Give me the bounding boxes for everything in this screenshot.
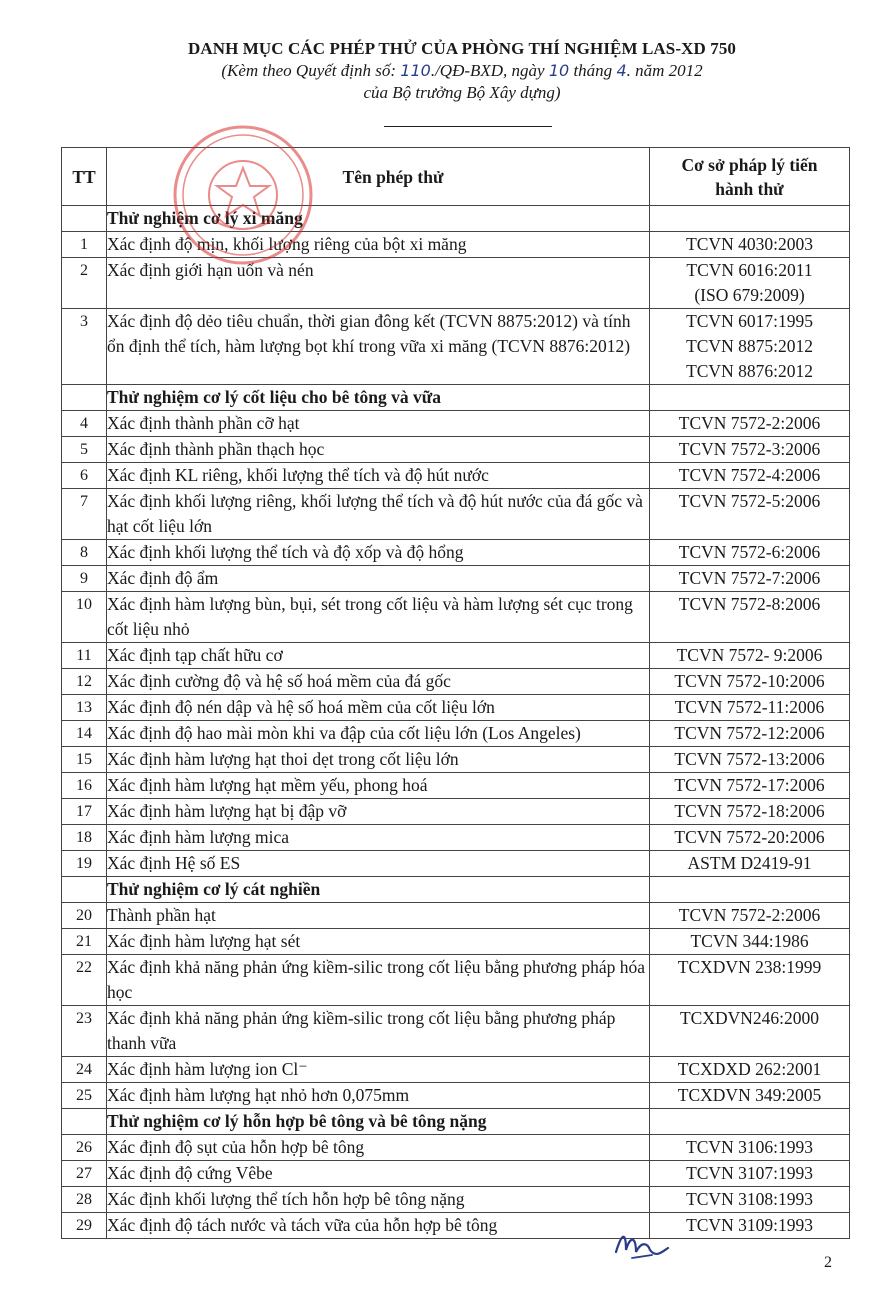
test-name: Xác định khả năng phản ứng kiềm-silic trong cốt liệu bằng phương pháp thanh vữa xyxy=(107,1006,650,1057)
test-name: Xác định độ mịn, khối lượng riêng của bột xi măng xyxy=(107,232,650,258)
legal-basis xyxy=(650,489,850,540)
standard-code: TCVN 7572-3:2006 xyxy=(678,439,821,459)
row-number: 7 xyxy=(62,489,107,540)
test-name: Xác định hàm lượng hạt nhỏ hơn 0,075mm xyxy=(107,1083,650,1109)
legal-basis xyxy=(650,411,850,437)
test-name: Xác định tạp chất hữu cơ xyxy=(107,643,650,669)
test-name: Xác định độ tách nước và tách vữa của hỗn hợp bê tông xyxy=(107,1213,650,1239)
standard-code: (ISO 679:2009) xyxy=(694,285,805,305)
standard-code: TCVN 344:1986 xyxy=(690,931,809,951)
table-row xyxy=(62,643,850,669)
test-name: Xác định độ nén dập và hệ số hoá mềm của cốt liệu lớn xyxy=(107,695,650,721)
legal-basis xyxy=(650,540,850,566)
table-row xyxy=(62,721,850,747)
section-ref-cell xyxy=(650,877,850,903)
standard-code: TCXDXD 262:2001 xyxy=(677,1059,822,1079)
table-row xyxy=(62,1006,850,1057)
legal-basis xyxy=(650,929,850,955)
header-divider xyxy=(384,126,552,127)
header-name: Tên phép thử xyxy=(107,148,650,206)
section-ref-cell xyxy=(650,1109,850,1135)
legal-basis xyxy=(650,1187,850,1213)
decision-suffix: . năm 2012 xyxy=(626,61,703,80)
standard-code: TCVN 6017:1995 xyxy=(686,311,813,331)
test-name: Xác định khối lượng thể tích và độ xốp và độ hổng xyxy=(107,540,650,566)
row-number: 24 xyxy=(62,1057,107,1083)
row-number: 2 xyxy=(62,258,107,309)
legal-basis xyxy=(650,232,850,258)
row-number: 20 xyxy=(62,903,107,929)
row-number: 11 xyxy=(62,643,107,669)
table-row xyxy=(62,747,850,773)
legal-basis xyxy=(650,955,850,1006)
section-title: Thử nghiệm cơ lý cốt liệu cho bê tông và vữa xyxy=(107,385,650,411)
table-row xyxy=(62,1083,850,1109)
row-number: 23 xyxy=(62,1006,107,1057)
standard-code: TCVN 3107:1993 xyxy=(686,1163,813,1183)
handwritten-initials-icon xyxy=(612,1222,672,1262)
standard-code: TCXDVN246:2000 xyxy=(679,1008,820,1028)
standard-code: TCVN 7572-11:2006 xyxy=(674,697,825,717)
section-no-cell xyxy=(62,1109,107,1135)
section-row xyxy=(62,1109,850,1135)
standard-code: TCVN 7572-13:2006 xyxy=(674,749,825,769)
table-row xyxy=(62,437,850,463)
standard-code: TCVN 4030:2003 xyxy=(686,234,813,254)
test-name: Xác định hàm lượng hạt sét xyxy=(107,929,650,955)
legal-basis xyxy=(650,825,850,851)
standard-code: TCVN 7572-6:2006 xyxy=(678,542,821,562)
legal-basis xyxy=(650,851,850,877)
table-header-row xyxy=(62,148,850,206)
row-number: 4 xyxy=(62,411,107,437)
decision-number: 110 xyxy=(400,61,431,80)
issuer-line: của Bộ trưởng Bộ Xây dựng) xyxy=(363,83,561,102)
test-name: Xác định cường độ và hệ số hoá mềm của đá gốc xyxy=(107,669,650,695)
test-name: Xác định hàm lượng hạt thoi dẹt trong cốt liệu lớn xyxy=(107,747,650,773)
standard-code: TCVN 7572-18:2006 xyxy=(674,801,825,821)
row-number: 19 xyxy=(62,851,107,877)
legal-basis xyxy=(650,258,850,309)
table-row xyxy=(62,851,850,877)
standard-code: TCVN 7572-12:2006 xyxy=(674,723,825,743)
standard-code: ASTM D2419-91 xyxy=(687,853,812,873)
table-row xyxy=(62,232,850,258)
row-number: 15 xyxy=(62,747,107,773)
decision-mid-1: ./QĐ-BXD, ngày xyxy=(430,61,549,80)
row-number: 14 xyxy=(62,721,107,747)
standard-code: TCVN 6016:2011 xyxy=(686,260,813,280)
legal-basis xyxy=(650,669,850,695)
legal-basis xyxy=(650,903,850,929)
page-number: 2 xyxy=(824,1254,832,1271)
table-row xyxy=(62,1213,850,1239)
standard-code: TCVN 7572-20:2006 xyxy=(674,827,825,847)
table-row xyxy=(62,1135,850,1161)
test-name: Xác định hàm lượng mica xyxy=(107,825,650,851)
standard-code: TCVN 3108:1993 xyxy=(686,1189,813,1209)
test-name: Xác định KL riêng, khối lượng thể tích và độ hút nước xyxy=(107,463,650,489)
row-number: 27 xyxy=(62,1161,107,1187)
legal-basis xyxy=(650,309,850,385)
section-title: Thử nghiệm cơ lý xi măng xyxy=(107,206,650,232)
standard-code: TCVN 7572-10:2006 xyxy=(674,671,825,691)
legal-basis xyxy=(650,592,850,643)
legal-basis xyxy=(650,721,850,747)
standard-code: TCVN 7572-7:2006 xyxy=(678,568,821,588)
standard-code: TCXDVN 238:1999 xyxy=(677,957,822,977)
section-row xyxy=(62,385,850,411)
table-row xyxy=(62,669,850,695)
legal-basis xyxy=(650,695,850,721)
row-number: 17 xyxy=(62,799,107,825)
test-name: Xác định độ hao mài mòn khi va đập của cốt liệu lớn (Los Angeles) xyxy=(107,721,650,747)
standard-code: TCVN 3106:1993 xyxy=(686,1137,813,1157)
standard-code: TCVN 7572-17:2006 xyxy=(674,775,825,795)
standard-code: TCVN 7572-5:2006 xyxy=(678,491,821,511)
table-row xyxy=(62,540,850,566)
row-number: 29 xyxy=(62,1213,107,1239)
standard-code: TCVN 7572-2:2006 xyxy=(678,905,821,925)
legal-basis xyxy=(650,1006,850,1057)
row-number: 28 xyxy=(62,1187,107,1213)
row-number: 6 xyxy=(62,463,107,489)
table-row xyxy=(62,258,850,309)
table-row xyxy=(62,489,850,540)
table-row xyxy=(62,1057,850,1083)
legal-basis xyxy=(650,437,850,463)
decision-month: 4 xyxy=(616,61,627,80)
table-row xyxy=(62,566,850,592)
test-name: Xác định khả năng phản ứng kiềm-silic trong cốt liệu bằng phương pháp hóa học xyxy=(107,955,650,1006)
test-name: Xác định hàm lượng ion Cl⁻ xyxy=(107,1057,650,1083)
table-row xyxy=(62,1187,850,1213)
legal-basis xyxy=(650,1083,850,1109)
row-number: 21 xyxy=(62,929,107,955)
legal-basis xyxy=(650,1135,850,1161)
header-no: TT xyxy=(62,148,107,206)
table-row xyxy=(62,309,850,385)
row-number: 8 xyxy=(62,540,107,566)
row-number: 26 xyxy=(62,1135,107,1161)
table-row xyxy=(62,903,850,929)
standard-code: TCVN 3109:1993 xyxy=(686,1215,813,1235)
legal-basis xyxy=(650,773,850,799)
table-row xyxy=(62,463,850,489)
table-row xyxy=(62,773,850,799)
row-number: 3 xyxy=(62,309,107,385)
standard-code: TCXDVN 349:2005 xyxy=(677,1085,822,1105)
table-row xyxy=(62,799,850,825)
standard-code: TCVN 8875:2012 xyxy=(686,336,813,356)
row-number: 25 xyxy=(62,1083,107,1109)
table-row xyxy=(62,1161,850,1187)
table-row xyxy=(62,929,850,955)
table-body xyxy=(62,206,850,1239)
test-name: Xác định độ dẻo tiêu chuẩn, thời gian đông kết (TCVN 8875:2012) và tính ổn định thể tích, hàm lượng bọt khí trong vữa xi măng (TCVN 8876:2012) xyxy=(107,309,650,385)
table-row xyxy=(62,411,850,437)
legal-basis xyxy=(650,643,850,669)
document-header xyxy=(0,38,896,104)
section-row xyxy=(62,206,850,232)
test-name: Xác định thành phần cỡ hạt xyxy=(107,411,650,437)
section-no-cell xyxy=(62,206,107,232)
document-title: DANH MỤC CÁC PHÉP THỬ CỦA PHÒNG THÍ NGHIỆM LAS-XD 750 xyxy=(187,39,737,58)
standard-code: TCVN 7572-2:2006 xyxy=(678,413,821,433)
test-name: Xác định hàm lượng hạt mềm yếu, phong hoá xyxy=(107,773,650,799)
test-name: Xác định khối lượng riêng, khối lượng thể tích và độ hút nước của đá gốc và hạt cốt liệu lớn xyxy=(107,489,650,540)
standard-code: TCVN 7572- 9:2006 xyxy=(676,645,823,665)
decision-day: 10 xyxy=(548,61,570,80)
row-number: 18 xyxy=(62,825,107,851)
table-row xyxy=(62,825,850,851)
legal-basis xyxy=(650,799,850,825)
row-number: 13 xyxy=(62,695,107,721)
section-no-cell xyxy=(62,385,107,411)
legal-basis xyxy=(650,747,850,773)
table-row xyxy=(62,955,850,1006)
standard-code: TCVN 7572-4:2006 xyxy=(678,465,821,485)
legal-basis xyxy=(650,1161,850,1187)
test-name: Xác định thành phần thạch học xyxy=(107,437,650,463)
table-row xyxy=(62,695,850,721)
legal-basis xyxy=(650,463,850,489)
test-list-table xyxy=(61,147,850,1239)
test-name: Xác định độ ẩm xyxy=(107,566,650,592)
row-number: 22 xyxy=(62,955,107,1006)
section-ref-cell xyxy=(650,385,850,411)
section-title: Thử nghiệm cơ lý cát nghiền xyxy=(107,877,650,903)
row-number: 12 xyxy=(62,669,107,695)
header-ref: Cơ sở pháp lý tiến hành thử xyxy=(650,148,850,206)
test-name: Xác định hàm lượng bùn, bụi, sét trong cốt liệu và hàm lượng sét cục trong cốt liệu nhỏ xyxy=(107,592,650,643)
test-name: Xác định Hệ số ES xyxy=(107,851,650,877)
section-ref-cell xyxy=(650,206,850,232)
test-name: Xác định độ sụt của hỗn hợp bê tông xyxy=(107,1135,650,1161)
row-number: 5 xyxy=(62,437,107,463)
row-number: 9 xyxy=(62,566,107,592)
test-name: Xác định hàm lượng hạt bị đập vỡ xyxy=(107,799,650,825)
row-number: 10 xyxy=(62,592,107,643)
decision-prefix: (Kèm theo Quyết định số: xyxy=(221,61,401,80)
row-number: 16 xyxy=(62,773,107,799)
legal-basis xyxy=(650,1213,850,1239)
decision-mid-2: tháng xyxy=(569,61,617,80)
section-no-cell xyxy=(62,877,107,903)
decision-line xyxy=(28,60,896,82)
test-name: Xác định giới hạn uốn và nén xyxy=(107,258,650,309)
test-name: Xác định độ cứng Vêbe xyxy=(107,1161,650,1187)
section-row xyxy=(62,877,850,903)
standard-code: TCVN 8876:2012 xyxy=(686,361,813,381)
standard-code: TCVN 7572-8:2006 xyxy=(678,594,821,614)
legal-basis xyxy=(650,1057,850,1083)
table-row xyxy=(62,592,850,643)
test-name: Xác định khối lượng thể tích hỗn hợp bê tông nặng xyxy=(107,1187,650,1213)
test-name: Thành phần hạt xyxy=(107,903,650,929)
row-number: 1 xyxy=(62,232,107,258)
section-title: Thử nghiệm cơ lý hỗn hợp bê tông và bê tông nặng xyxy=(107,1109,650,1135)
legal-basis xyxy=(650,566,850,592)
